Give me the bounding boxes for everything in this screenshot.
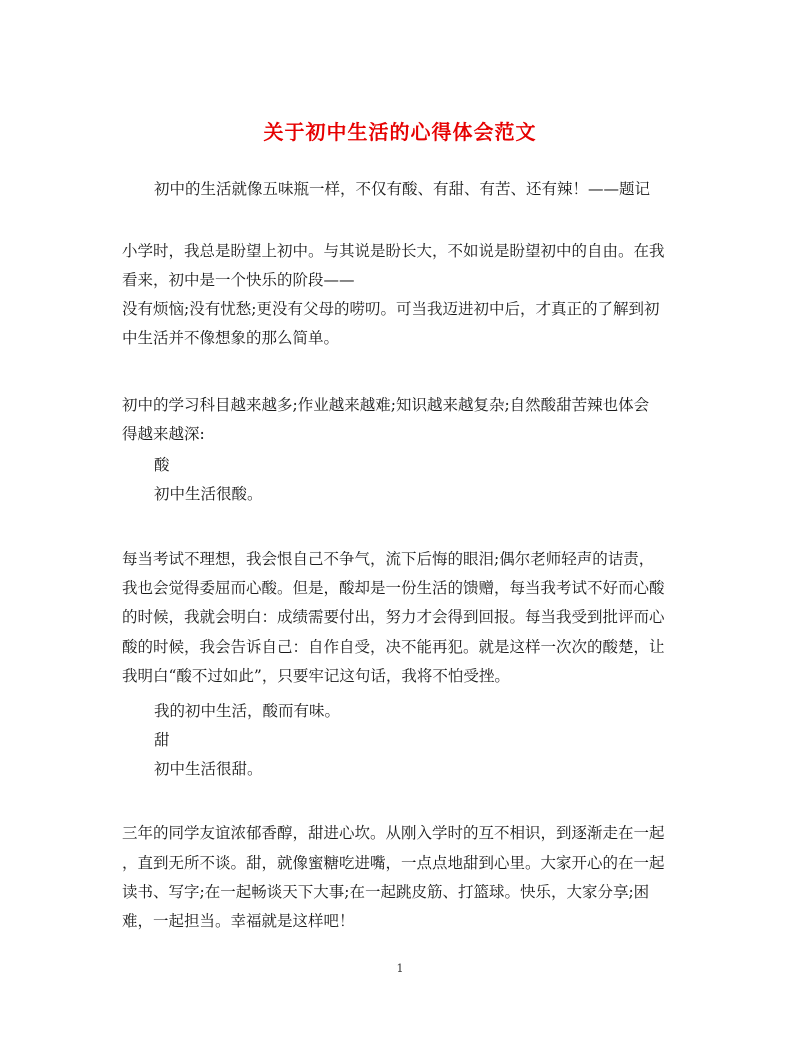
paragraph-line: 我的初中生活，酸而有味。: [154, 702, 341, 720]
section-heading-sweet: 甜: [154, 731, 170, 749]
paragraph-line: 难，一起担当。幸福就是这样吧！: [122, 912, 355, 930]
paragraph-line: 小学时，我总是盼望上初中。与其说是盼长大，不如说是盼望初中的自由。在我: [122, 242, 665, 260]
paragraph-line: 三年的同学友谊浓郁香醇，甜进心坎。从刚入学时的互不相识，到逐渐走在一起: [122, 824, 665, 842]
paragraph-line: 中生活并不像想象的那么简单。: [122, 329, 340, 347]
document-title: 关于初中生活的心得体会范文: [263, 120, 537, 144]
page-number: 1: [396, 962, 404, 975]
paragraph-line: 看来，初中是一个快乐的阶段——: [122, 271, 355, 289]
paragraph-line: 酸的时候，我会告诉自己：自作自受，决不能再犯。就是这样一次次的酸楚，让: [122, 638, 665, 656]
paragraph-line: 初中的学习科目越来越多;作业越来越难;知识越来越复杂;自然酸甜苦辣也体会: [122, 396, 650, 414]
paragraph-line: 初中生活很甜。: [154, 760, 263, 778]
paragraph-line: 每当考试不理想，我会恨自己不争气，流下后悔的眼泪;偶尔老师轻声的诘责，: [122, 550, 655, 568]
paragraph-line: 的时候，我就会明白：成绩需要付出，努力才会得到回报。每当我受到批评而心: [122, 608, 665, 626]
paragraph-line: 我也会觉得委屈而心酸。但是，酸却是一份生活的馈赠，每当我考试不好而心酸: [122, 579, 665, 597]
paragraph-line: 我明白“酸不过如此”，只要牢记这句话，我将不怕受挫。: [122, 667, 510, 685]
paragraph-line: 读书、写字;在一起畅谈天下大事;在一起跳皮筋、打篮球。快乐，大家分享;困: [122, 883, 650, 901]
paragraph-line: ，直到无所不谈。甜，就像蜜糖吃进嘴，一点点地甜到心里。大家开心的在一起: [122, 854, 665, 872]
paragraph-line: 得越来越深:: [122, 425, 205, 443]
paragraph-line: 初中生活很酸。: [154, 485, 263, 503]
paragraph-line: 没有烦恼;没有忧愁;更没有父母的唠叨。可当我迈进初中后，才真正的了解到初: [122, 300, 660, 318]
epigraph-line: 初中的生活就像五味瓶一样，不仅有酸、有甜、有苦、还有辣！——题记: [154, 180, 651, 198]
section-heading-sour: 酸: [154, 456, 170, 474]
